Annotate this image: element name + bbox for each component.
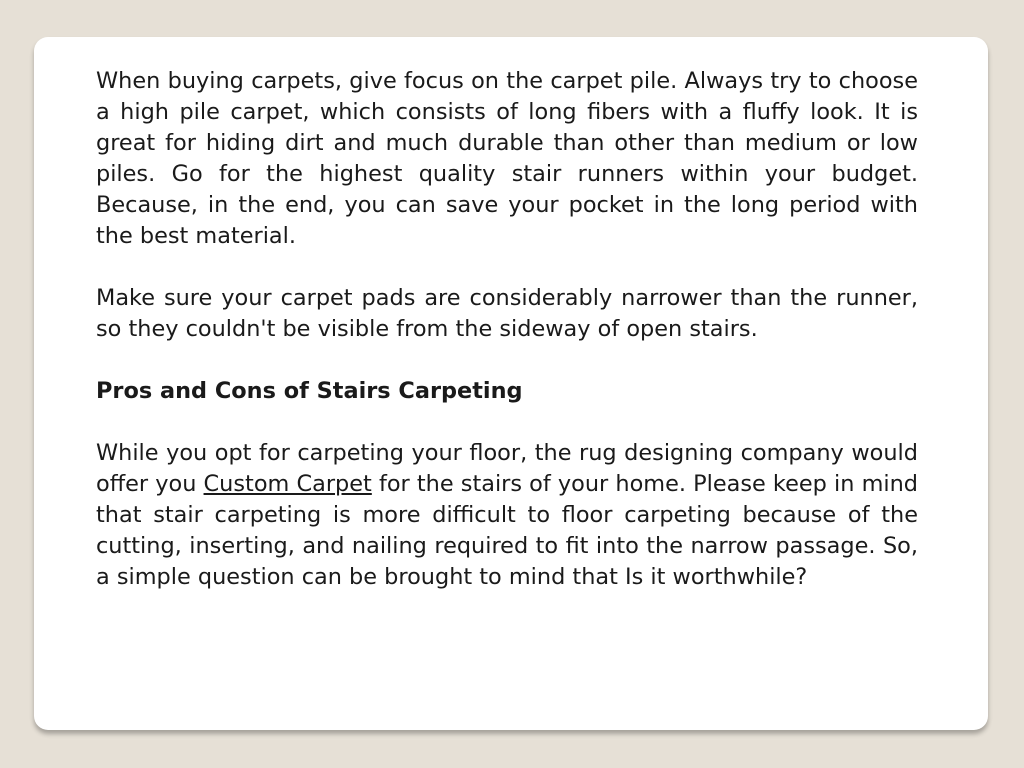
- slide-card: [34, 37, 988, 730]
- paragraph-text-before-link: While you opt for carpeting your floor, the rug designing company would offer you: [96, 440, 918, 497]
- section-heading: Pros and Cons of Stairs Carpeting: [96, 378, 523, 404]
- slide-content: [96, 66, 918, 624]
- paragraph-custom-carpet: [96, 438, 918, 593]
- paragraph-text-after-link: for the stairs of your home. Please keep in mind that stair carpeting is more difficult to floor carpeting because of the cutting, inserting, and nailing required to fit into the narrow passage. So, a simple question can be brought to mind that Is it worthwhile?: [96, 471, 919, 590]
- paragraph-carpet-pads: Make sure your carpet pads are considerably narrower than the runner, so they couldn't be visible from the sideway of open stairs.: [96, 285, 918, 342]
- custom-carpet-link[interactable]: Custom Carpet: [203, 471, 372, 497]
- paragraph-carpet-pile: When buying carpets, give focus on the carpet pile. Always try to choose a high pile carpet, which consists of long fibers with a fluffy look. It is great for hiding dirt and much durable than other than medium or low piles. Go for the highest quality stair runners within your budget. Because, in the end, you can save your pocket in the long period with the best material.: [96, 68, 918, 249]
